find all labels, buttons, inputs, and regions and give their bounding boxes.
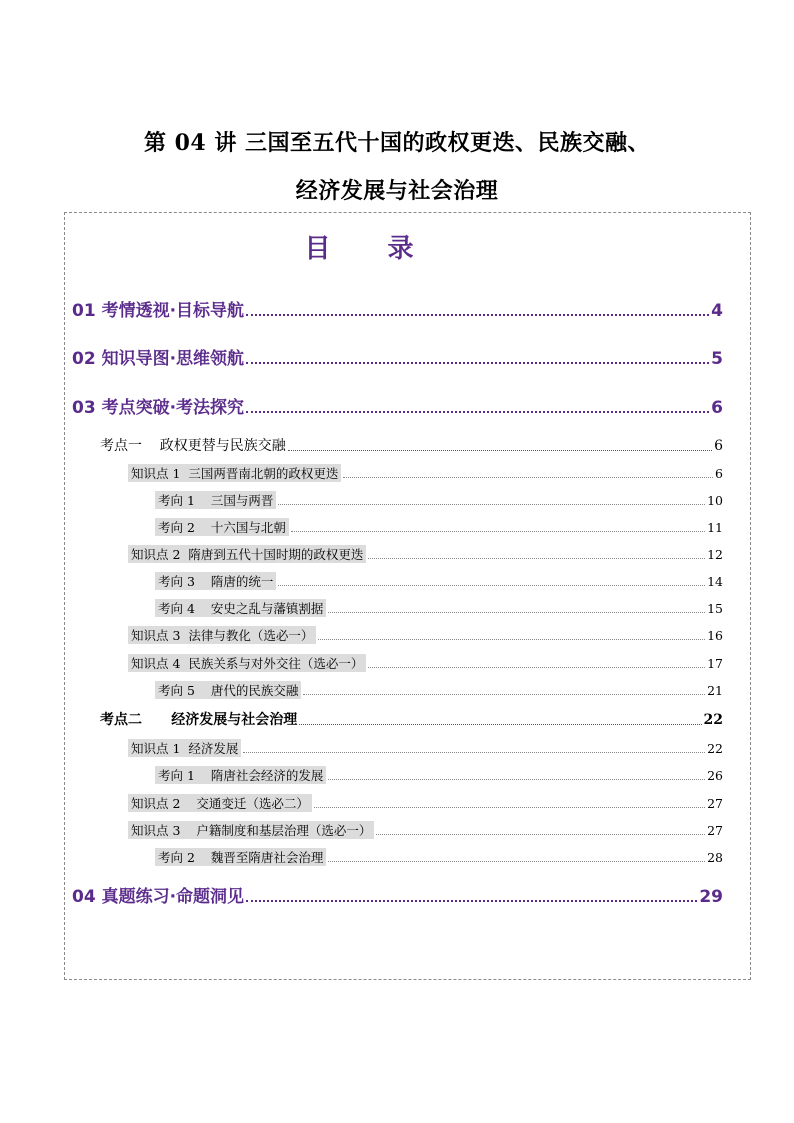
- toc-entry-page: 22: [707, 741, 723, 756]
- toc-dot-leader: [246, 313, 709, 316]
- toc-entry-page: 14: [707, 574, 723, 589]
- toc-entry-label: 04 真题练习·命题洞见: [72, 887, 245, 907]
- toc-entry-page: 29: [699, 887, 723, 907]
- toc-dot-leader: [291, 530, 705, 532]
- toc-entry-label: 02 知识导图·思维领航: [72, 349, 245, 369]
- toc-entry-kaoxiang-5[interactable]: [155, 681, 723, 699]
- toc-dot-leader: [246, 410, 709, 413]
- toc-entry-page: 6: [715, 466, 723, 481]
- toc-entry-label: 知识点 1 经济发展: [128, 739, 241, 757]
- toc-entry-kaodian-2[interactable]: [100, 709, 723, 729]
- toc-entry-page: 16: [707, 628, 723, 643]
- toc-entry-label: 考点一 政权更替与民族交融: [100, 438, 286, 454]
- toc-entry-kaoxiang-1[interactable]: [155, 491, 723, 509]
- toc-entry-section-01[interactable]: [72, 296, 723, 321]
- toc-dot-leader: [278, 503, 705, 505]
- toc-entry-zhishidian-2[interactable]: [128, 545, 723, 563]
- toc-entry-page: 5: [711, 349, 723, 369]
- toc-entry-label: 知识点 1 三国两晋南北朝的政权更迭: [128, 464, 341, 482]
- toc-dot-leader: [243, 751, 705, 753]
- toc-entry-page: 22: [703, 712, 723, 728]
- toc-entry-label: 考向 2 十六国与北朝: [155, 518, 289, 536]
- toc-entry-zhishidian-1[interactable]: [128, 464, 723, 482]
- toc-dot-leader: [288, 449, 712, 451]
- toc-entry-kaodian-1[interactable]: [100, 435, 723, 455]
- toc-entry-zhishidian-7[interactable]: [128, 821, 723, 839]
- toc-entry-label: 知识点 3 法律与教化（选必一）: [128, 626, 316, 644]
- toc-entry-zhishidian-5[interactable]: [128, 739, 723, 757]
- toc-dot-leader: [314, 806, 705, 808]
- toc-entry-label: 知识点 4 民族关系与对外交往（选必一）: [128, 654, 366, 672]
- toc-entry-page: 6: [714, 438, 723, 454]
- toc-dot-leader: [246, 361, 709, 364]
- toc-entry-section-03[interactable]: [72, 393, 723, 418]
- toc-dot-leader: [368, 666, 705, 668]
- toc-dot-leader: [246, 899, 697, 902]
- toc-entry-label: 03 考点突破·考法探究: [72, 398, 245, 418]
- toc-entry-page: 21: [707, 683, 723, 698]
- toc-entry-page: 17: [707, 656, 723, 671]
- toc-dot-leader: [343, 476, 713, 478]
- toc-entry-label: 考向 2 魏晋至隋唐社会治理: [155, 848, 326, 866]
- toc-entry-zhishidian-6[interactable]: [128, 794, 723, 812]
- toc-entry-page: 4: [711, 301, 723, 321]
- toc-entry-label: 考向 1 三国与两晋: [155, 491, 276, 509]
- toc-entry-kaoxiang-3[interactable]: [155, 572, 723, 590]
- toc-entry-kaoxiang-2[interactable]: [155, 518, 723, 536]
- toc-entry-page: 28: [707, 850, 723, 865]
- toc-entry-label: 考向 5 唐代的民族交融: [155, 681, 301, 699]
- toc-entry-kaoxiang-4[interactable]: [155, 599, 723, 617]
- document-title-line-1: 第 04 讲 三国至五代十国的政权更迭、民族交融、: [143, 130, 651, 156]
- toc-dot-leader: [303, 693, 705, 695]
- toc-entry-zhishidian-4[interactable]: [128, 654, 723, 672]
- toc-entry-page: 11: [707, 520, 723, 535]
- toc-entry-page: 27: [707, 796, 723, 811]
- toc-entry-label: 01 考情透视·目标导航: [72, 301, 245, 321]
- toc-entry-label: 知识点 3 户籍制度和基层治理（选必一）: [128, 821, 374, 839]
- document-title-line-2: 经济发展与社会治理: [295, 178, 499, 204]
- toc-entry-label: 知识点 2 隋唐到五代十国时期的政权更迭: [128, 545, 366, 563]
- toc-entry-page: 27: [707, 823, 723, 838]
- toc-entry-label: 考向 1 隋唐社会经济的发展: [155, 766, 326, 784]
- toc-entry-label: 知识点 2 交通变迁（选必二）: [128, 794, 312, 812]
- toc-entry-label: 考向 3 隋唐的统一: [155, 572, 276, 590]
- toc-entry-label: 考点二 经济发展与社会治理: [100, 712, 298, 728]
- toc-dot-leader: [318, 638, 705, 640]
- toc-entry-zhishidian-3[interactable]: [128, 626, 723, 644]
- toc-entry-page: 15: [707, 601, 723, 616]
- toc-entry-page: 10: [707, 493, 723, 508]
- toc-entry-section-04[interactable]: [72, 882, 723, 907]
- toc-dot-leader: [376, 833, 705, 835]
- toc-entry-kaoxiang-6[interactable]: [155, 766, 723, 784]
- toc-dot-leader: [299, 723, 701, 725]
- toc-dot-leader: [368, 557, 705, 559]
- toc-entry-page: 6: [711, 398, 723, 418]
- toc-entry-label: 考向 4 安史之乱与藩镇割据: [155, 599, 326, 617]
- toc-dot-leader: [328, 778, 705, 780]
- toc-entry-section-02[interactable]: [72, 344, 723, 369]
- toc-heading: 目 录: [304, 234, 438, 264]
- toc-entry-kaoxiang-7[interactable]: [155, 848, 723, 866]
- toc-dot-leader: [278, 584, 705, 586]
- toc-dot-leader: [328, 611, 705, 613]
- toc-dot-leader: [328, 860, 705, 862]
- toc-entry-page: 26: [707, 768, 723, 783]
- toc-entry-page: 12: [707, 547, 723, 562]
